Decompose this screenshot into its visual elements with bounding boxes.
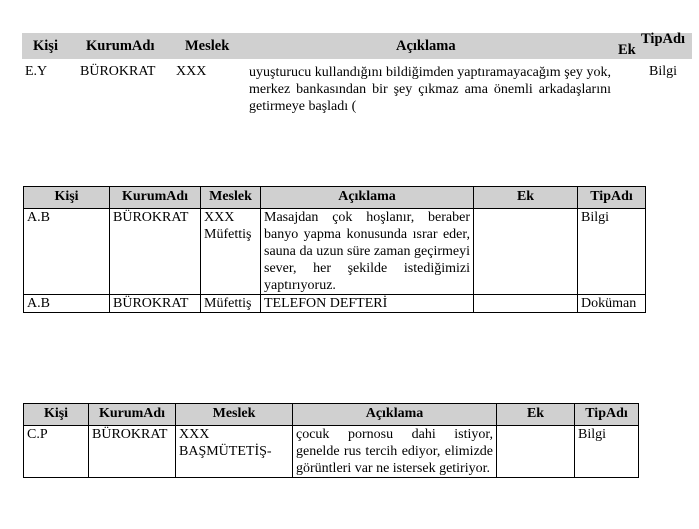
table-row (24, 426, 639, 478)
cell-meslek: XXX BAŞMÜTETİŞ- (176, 426, 293, 478)
record-table-1 (22, 33, 692, 129)
header-meslek: Meslek (201, 187, 261, 209)
header-tip: TipAdı (641, 31, 686, 47)
header-kurum: KurumAdı (89, 404, 176, 426)
cell-kurum: BÜROKRAT (110, 209, 201, 295)
cell-ek (497, 426, 575, 478)
cell-kurum: BÜROKRAT (110, 295, 201, 313)
cell-meslek: XXX Müfettiş (201, 209, 261, 295)
table-header (24, 404, 639, 426)
header-tip: TipAdı (578, 187, 646, 209)
header-meslek: Meslek (185, 38, 230, 54)
header-kisi: Kişi (24, 187, 110, 209)
cell-tip: Bilgi (578, 209, 646, 295)
cell-tip: Doküman (578, 295, 646, 313)
header-ek: Ek (618, 42, 636, 58)
cell-ek (474, 209, 578, 295)
cell-aciklama: çocuk pornosu dahi istiyor, genelde rus tercih ediyor, elimizde görüntleri var ne istersek getiriyor. (293, 426, 497, 478)
cell-kisi: E.Y (25, 64, 48, 79)
cell-kurum: BÜROKRAT (89, 426, 176, 478)
table-header (24, 187, 646, 209)
table-row (24, 295, 646, 313)
cell-kisi: C.P (24, 426, 89, 478)
record-table-2 (23, 186, 646, 313)
cell-aciklama: uyuşturucu kullandığını bildiğimden yaptıramayacağım şey yok, merkez bankasından bir şey çıkmaz ama önemli arkadaşlarını getirmeye başladı ( (249, 65, 611, 114)
header-aciklama: Açıklama (396, 38, 456, 54)
cell-tip: Bilgi (575, 426, 639, 478)
table-row (24, 209, 646, 295)
table-row (22, 59, 692, 129)
cell-tip: Bilgi (649, 64, 678, 79)
header-aciklama: Açıklama (261, 187, 474, 209)
header-meslek: Meslek (176, 404, 293, 426)
header-kisi: Kişi (33, 38, 58, 54)
cell-kisi: A.B (24, 209, 110, 295)
cell-kurum: BÜROKRAT (80, 64, 156, 79)
header-ek: Ek (474, 187, 578, 209)
header-kisi: Kişi (24, 404, 89, 426)
header-tip: TipAdı (575, 404, 639, 426)
header-kurum: KurumAdı (110, 187, 201, 209)
header-aciklama: Açıklama (293, 404, 497, 426)
cell-ek (474, 295, 578, 313)
cell-aciklama: Masajdan çok hoşlanır, beraber banyo yapma konusunda ısrar eder, sauna da uzun süre zaman geçirmeyi sever, her şekilde istediğimizi yaptırıyoruz. (261, 209, 474, 295)
header-ek: Ek (497, 404, 575, 426)
table-header (22, 33, 692, 59)
cell-aciklama: TELEFON DEFTERİ (261, 295, 474, 313)
header-kurum: KurumAdı (86, 38, 155, 54)
cell-kisi: A.B (24, 295, 110, 313)
cell-meslek: XXX (176, 64, 207, 79)
record-table-3 (23, 403, 639, 478)
cell-meslek: Müfettiş (201, 295, 261, 313)
